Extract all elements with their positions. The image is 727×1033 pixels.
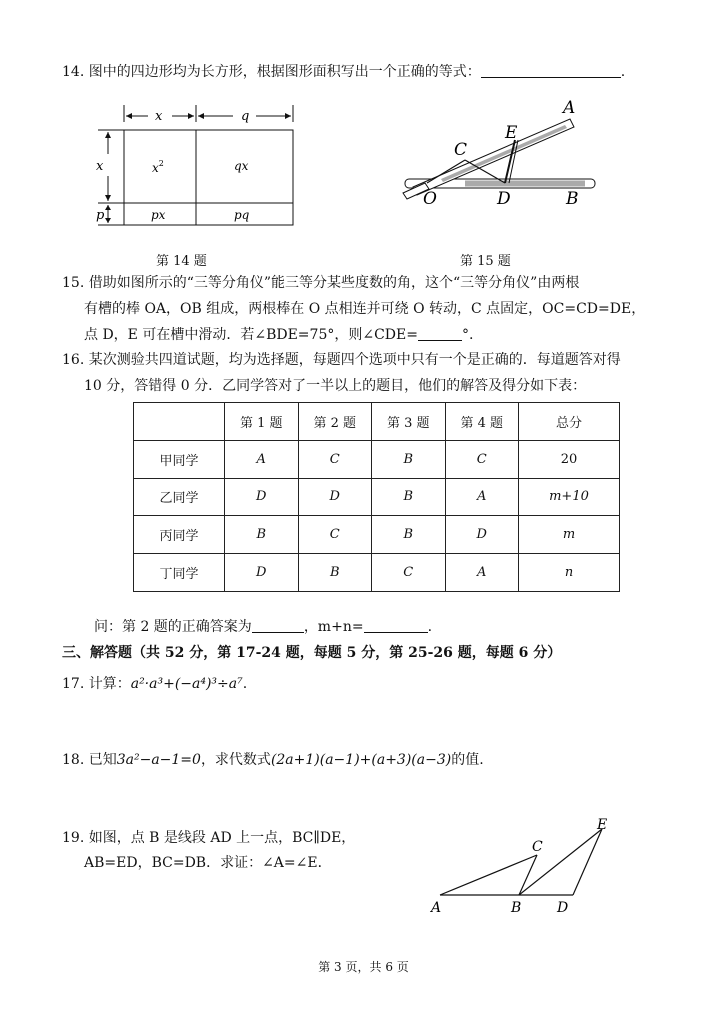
q15-label-O: O (423, 189, 437, 209)
q17-expression: a²·a³+(−a⁴)³÷a⁷ (130, 676, 243, 692)
q15-line3-a: 点 D，E 可在槽中滑动．若∠BDE=75°，则∠CDE= (84, 327, 418, 343)
q14-label-q-top: q (241, 109, 250, 124)
q14-label-p-left: p (96, 208, 105, 223)
q14-label-px: px (151, 208, 166, 222)
table-cell: m+10 (519, 478, 620, 516)
table-cell: C (298, 440, 372, 478)
q16-answer-blank-1[interactable] (252, 618, 304, 633)
table-cell: C (298, 516, 372, 554)
table-header-cell: 第 3 题 (372, 403, 446, 441)
q14-label-x-left: x (96, 159, 104, 174)
q16-question-b: ，m+n= (303, 619, 364, 635)
table-cell: n (519, 554, 620, 592)
q14-answer-blank[interactable] (481, 63, 621, 78)
q15-line1: 15. 借助如图所示的“三等分角仪”能三等分某些度数的角，这个“三等分角仪”由两根 (62, 275, 580, 291)
table-cell: C (445, 440, 519, 478)
table-cell: B (225, 516, 299, 554)
q19-label-B: B (511, 900, 522, 916)
q14-figure (88, 100, 308, 230)
q16-question (94, 617, 432, 637)
q17-prefix: 17. 计算： (62, 676, 131, 692)
table-cell: m (519, 516, 620, 554)
q18-text (62, 750, 484, 770)
table-row (134, 516, 620, 554)
q14-end: . (620, 64, 626, 80)
table-cell: B (372, 516, 446, 554)
table-cell: B (372, 478, 446, 516)
table-header-cell: 总分 (519, 403, 620, 441)
q16-score-table (133, 402, 620, 592)
table-cell: C (372, 554, 446, 592)
table-row (134, 478, 620, 516)
q14-text (62, 62, 625, 82)
q18-equation: 3a²−a−1=0 (116, 752, 201, 768)
table-cell: 甲同学 (134, 440, 225, 478)
table-cell: A (445, 478, 519, 516)
table-row (134, 440, 620, 478)
table-cell: D (225, 554, 299, 592)
q17-end: . (242, 676, 248, 692)
q19-label-A: A (431, 900, 442, 916)
table-cell: 丙同学 (134, 516, 225, 554)
table-cell: 丁同学 (134, 554, 225, 592)
q16-question-c: . (427, 619, 433, 635)
table-header-cell (134, 403, 225, 441)
q14-label-x-top: x (155, 109, 163, 124)
q16-question-a: 问：第 2 题的正确答案为 (94, 619, 252, 635)
q15-label-A: A (563, 98, 576, 118)
q16-answer-blank-2[interactable] (364, 618, 428, 633)
q15-label-B: B (566, 189, 579, 209)
table-cell: 乙同学 (134, 478, 225, 516)
q14-caption: 第 14 题 (156, 254, 207, 269)
q14-label-x2: $x^2$ (152, 159, 164, 175)
q15-caption: 第 15 题 (460, 254, 511, 269)
table-row (134, 554, 620, 592)
table-cell: A (225, 440, 299, 478)
q18-prefix: 18. 已知 (62, 752, 117, 768)
table-header-cell: 第 1 题 (225, 403, 299, 441)
table-cell: A (445, 554, 519, 592)
q15-figure (395, 95, 635, 210)
q15-answer-blank[interactable] (418, 326, 462, 341)
q14-label-pq: pq (234, 208, 250, 222)
table-cell: 20 (519, 440, 620, 478)
q15-line2: 有槽的棒 OA，OB 组成，两根棒在 O 点相连并可绕 O 转动，C 点固定，OC=CD=DE， (84, 301, 646, 317)
q16-line1: 16. 某次测验共四道试题，均为选择题，每题四个选项中只有一个是正确的．每道题答对得 (62, 352, 621, 368)
q15-line3-b: °. (461, 327, 474, 343)
q15-label-D: D (497, 189, 511, 209)
q14-stem: 14. 图中的四边形均为长方形，根据图形面积写出一个正确的等式： (62, 64, 481, 80)
q19-label-E: E (597, 817, 608, 833)
q19-label-C: C (532, 839, 543, 855)
table-cell: D (445, 516, 519, 554)
q18-end: 的值. (451, 752, 484, 768)
table-header-row (134, 403, 620, 441)
table-cell: D (225, 478, 299, 516)
q19-line1: 19. 如图，点 B 是线段 AD 上一点，BC∥DE， (62, 830, 356, 846)
q18-mid: ，求代数式 (200, 752, 271, 768)
q19-label-D: D (557, 900, 569, 916)
table-cell: D (298, 478, 372, 516)
q19-line2: AB=ED，BC=DB．求证：∠A=∠E． (84, 855, 332, 871)
q15-line3 (84, 325, 473, 345)
q19-figure (425, 815, 625, 920)
q16-line2: 10 分，答错得 0 分．乙同学答对了一半以上的题目，他们的解答及得分如下表： (84, 378, 587, 394)
table-header-cell: 第 4 题 (445, 403, 519, 441)
q14-label-qx: qx (234, 159, 249, 173)
q15-label-E: E (505, 123, 518, 143)
table-cell: B (298, 554, 372, 592)
table-header-cell: 第 2 题 (298, 403, 372, 441)
table-cell: B (372, 440, 446, 478)
page-footer: 第 3 页，共 6 页 (318, 960, 409, 974)
q17-text (62, 674, 247, 694)
q15-label-C: C (454, 140, 468, 160)
q18-expression: (2a+1)(a−1)+(a+3)(a−3) (270, 752, 452, 768)
section-3-heading: 三、解答题（共 52 分，第 17-24 题，每题 5 分，第 25-26 题，每题 6 分） (62, 645, 562, 661)
